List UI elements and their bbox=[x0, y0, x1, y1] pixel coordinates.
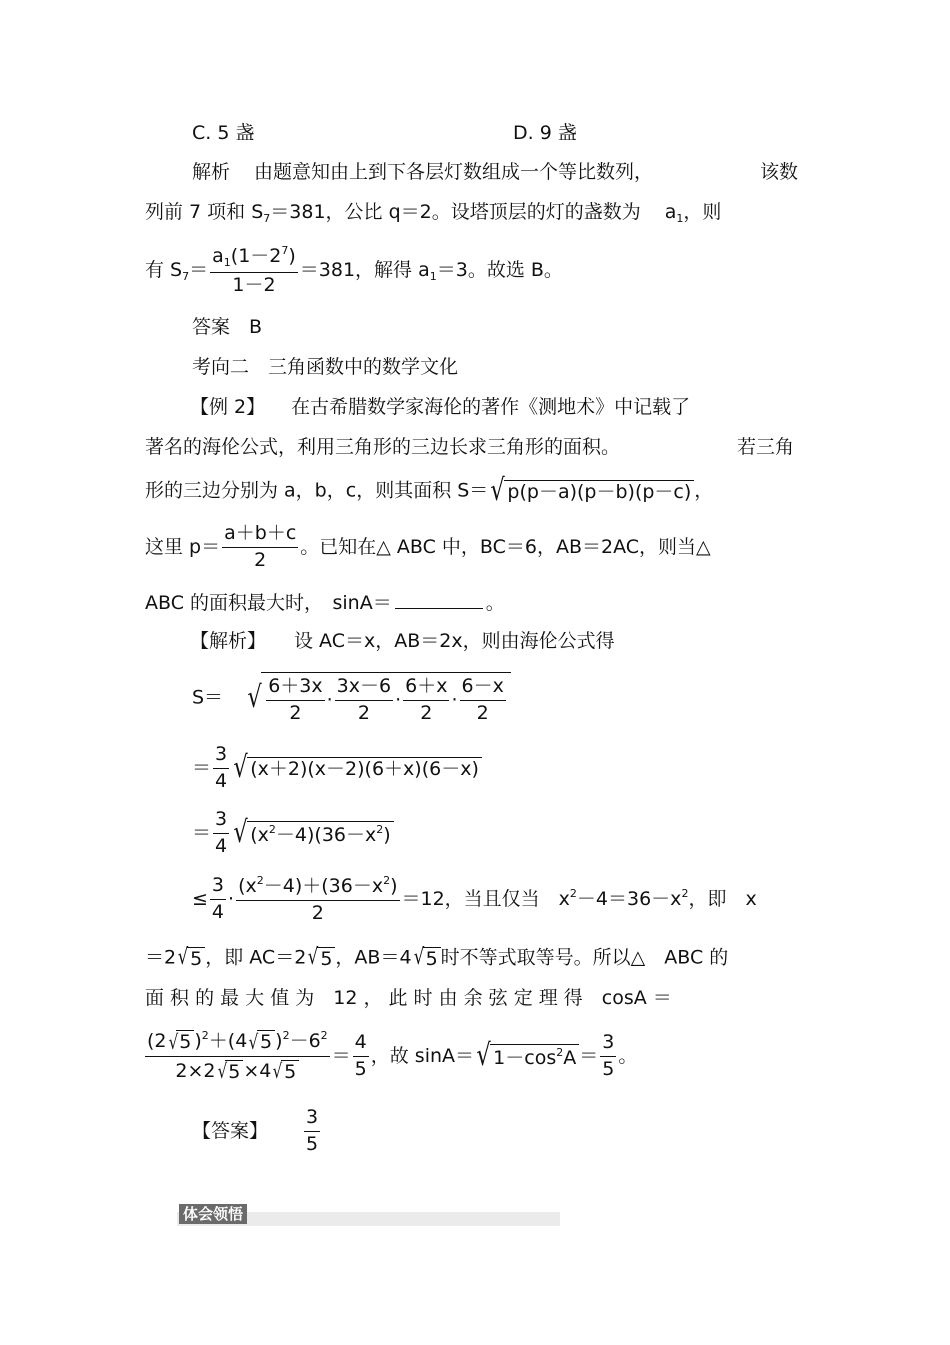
solution-line-2: ＝ $\frac{3}{4}$ √ (x＋2)(x－2)(6＋x)(6－x) bbox=[192, 745, 482, 792]
solution-line-4: ≤ $\frac{3}{4}$ · $\frac{(x^2-4)+(36-x^2)}{2}$ ＝12，当且仅当 $x^2-4=36-x^2$，即 x bbox=[192, 874, 757, 924]
p-fraction: $\frac{a+b+c}{2}$ bbox=[224, 522, 297, 571]
section-heading: 考向二 三角函数中的数学文化 bbox=[192, 356, 459, 378]
summary-bar-label: 体会领悟 bbox=[179, 1204, 247, 1224]
explanation-line-3: 有 $S_7=$ $\frac{a_1(1-2^7)}{1-2}$ ＝381，解得 $a_1=3$。故选 B。 bbox=[145, 244, 563, 296]
option-d: D. 9 盏 bbox=[513, 122, 577, 144]
solution-intro: 【解析】 设 AC＝x，AB＝2x，则由海伦公式得 bbox=[190, 630, 615, 652]
explanation-line-1: 解析 由题意知由上到下各层灯数组成一个等比数列， bbox=[192, 161, 654, 183]
example-2-line-5: ABC 的面积最大时， sinA＝ 。 bbox=[145, 592, 505, 614]
example-2-line-1: 【例 2】 在古希腊数学家海伦的著作《测地术》中记载了 bbox=[190, 396, 691, 418]
solution-line-6: 面 积 的 最 大 值 为 12 ， 此 时 由 余 弦 定 理 得 cosA ＝ bbox=[145, 987, 672, 1009]
answer-blank bbox=[395, 608, 483, 609]
answer-1: 答案 B bbox=[192, 316, 263, 338]
solution-line-1: S＝ √ $\frac{6+3x}{2}$ · $\frac{3x-6}{2}$ · $\frac{6+x}{2}$ · $\frac{6-x}{2}$ bbox=[192, 672, 511, 724]
example-2-line-2: 著名的海伦公式，利用三角形的三边长求三角形的面积。 bbox=[145, 436, 621, 458]
solution-line-5: ＝2√5 ，即 AC＝2√5 ，AB＝4√5 时不等式取等号。所以△ ABC 的 bbox=[145, 945, 729, 970]
example-2-line-2-end: 若三角 bbox=[737, 436, 795, 458]
example-2-line-4: 这里 p＝ $\frac{a+b+c}{2}$ 。已知在△ ABC 中，BC＝6，AB＝2AC，则当△ bbox=[145, 522, 711, 571]
heron-sqrt: √ p(p－a)(p－b)(p－c) bbox=[488, 476, 694, 506]
explanation-line-1-end: 该数 bbox=[760, 161, 799, 183]
option-c: C. 5 盏 bbox=[192, 122, 255, 144]
solution-line-7: $\frac{(2√5 )^2+(4√5 )^2-6^2}{2\times 2√5 \times 4√5}$ ＝ $\frac{4}{5}$ ，故 sinA＝√ $1-\cos^2A$ ＝ $\frac{3}{5}$ 。 bbox=[147, 1029, 638, 1084]
sum-fraction: $\frac{a_1(1-2^7)}{1-2}$ bbox=[212, 244, 296, 296]
example-2-line-3: 形的三边分别为 a，b，c，则其面积 S＝√ p(p－a)(p－b)(p－c) ， bbox=[145, 473, 714, 508]
solution-line-3: ＝ $\frac{3}{4}$ √ $(x^2-4)(36-x^2)$ bbox=[192, 810, 394, 857]
answer-2: 【答案】 $\frac{3}{5}$ bbox=[192, 1106, 319, 1155]
explanation-line-2: 列前 7 项和 $S_7=381$，公比 q＝2。设塔顶层的灯的盏数为 $a_1$，则 bbox=[145, 201, 722, 225]
